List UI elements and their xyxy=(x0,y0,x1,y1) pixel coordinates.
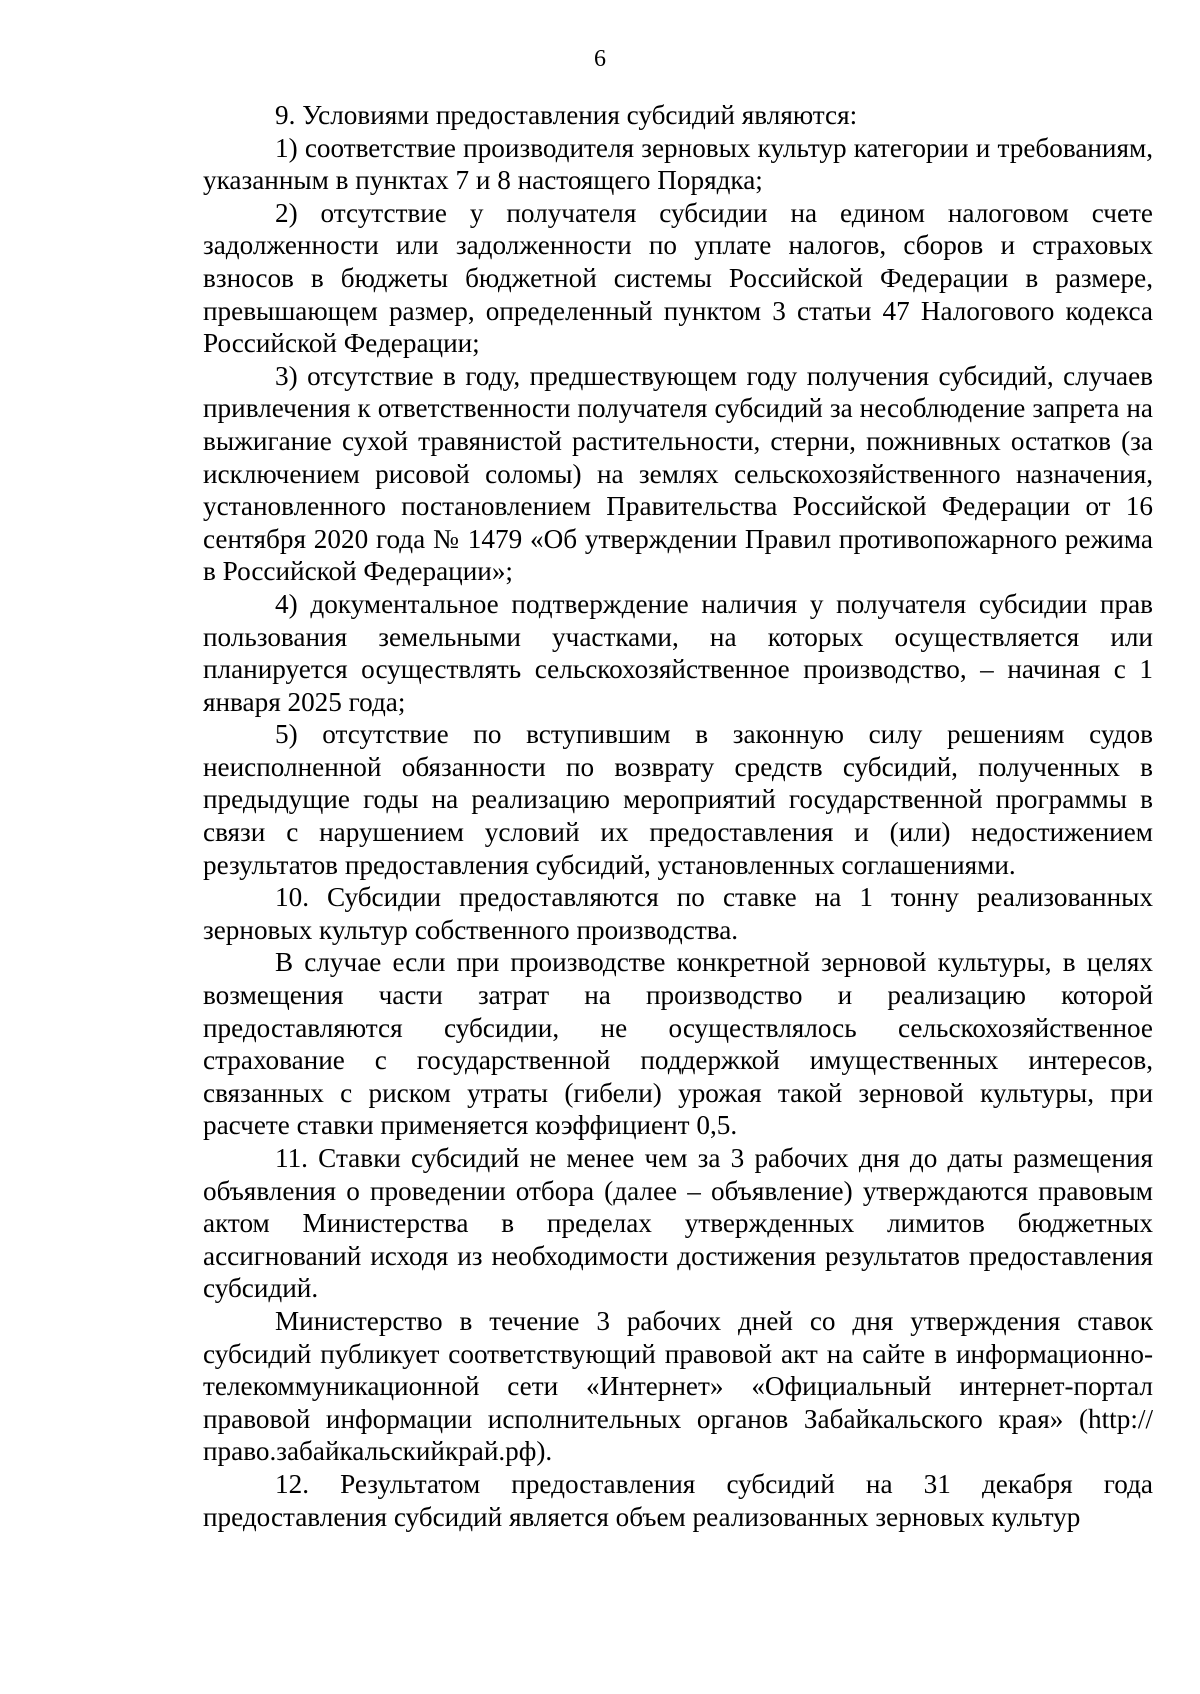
paragraph-9-item-4: 4) документальное подтверждение наличия у получателя субсидии прав пользования земельными участками, на которых осуществляется или планируется осуществлять сельскохозяйственное производство, – начиная с 1 января 2025 года; xyxy=(203,588,1153,717)
paragraph-10-coefficient: В случае если при производстве конкретной зерновой культуры, в целях возмещения части затрат на производство и реализацию которой предоставляются субсидии, не осуществлялось сельскохозяйственное страхование с государственной поддержкой имущественных интересов, связанных с риском утраты (гибели) урожая такой зерновой культуры, при расчете ставки применяется коэффициент 0,5. xyxy=(203,947,1153,1141)
paragraph-11-publication: Министерство в течение 3 рабочих дней со дня утверждения ставок субсидий публикует соответствующий правовой акт на сайте в информационно-телекоммуникационной сети «Интернет» «Официальный интернет-портал правовой информации исполнительных органов Забайкальского края» (http://право.забайкальскийкрай.рф). xyxy=(203,1305,1153,1467)
paragraph-12: 12. Результатом предоставления субсидий на 31 декабря года предоставления субсидий является объем реализованных зерновых культур xyxy=(203,1468,1153,1532)
page-number: 6 xyxy=(594,46,606,72)
paragraph-9-item-1: 1) соответствие производителя зерновых культур категории и требованиям, указанным в пунктах 7 и 8 настоящего Порядка; xyxy=(203,132,1153,196)
paragraph-9-item-2: 2) отсутствие у получателя субсидии на едином налоговом счете задолженности или задолженности по уплате налогов, сборов и страховых взносов в бюджеты бюджетной системы Российской Федерации в размере, превышающем размер, определенный пунктом 3 статьи 47 Налогового кодекса Российской Федерации; xyxy=(203,197,1153,359)
document-body xyxy=(203,99,1153,1533)
paragraph-9-heading: 9. Условиями предоставления субсидий являются: xyxy=(275,100,858,130)
paragraph-9-item-3: 3) отсутствие в году, предшествующем году получения субсидий, случаев привлечения к ответственности получателя субсидий за несоблюдение запрета на выжигание сухой травянистой растительности, стерни, пожнивных остатков (за исключением рисовой соломы) на землях сельскохозяйственного назначения, установленного постановлением Правительства Российской Федерации от 16 сентября 2020 года № 1479 «Об утверждении Правил противопожарного режима в Российской Федерации»; xyxy=(203,360,1153,587)
paragraph-9-item-5: 5) отсутствие по вступившим в законную силу решениям судов неисполненной обязанности по возврату средств субсидий, полученных в предыдущие годы на реализацию мероприятий государственной программы в связи с нарушением условий их предоставления и (или) недостижением результатов предоставления субсидий, установленных соглашениями. xyxy=(203,719,1153,880)
paragraph-11: 11. Ставки субсидий не менее чем за 3 рабочих дня до даты размещения объявления о проведении отбора (далее – объявление) утверждаются правовым актом Министерства в пределах утвержденных лимитов бюджетных ассигнований исходя из необходимости достижения результатов предоставления субсидий. xyxy=(203,1143,1153,1304)
paragraph-10: 10. Субсидии предоставляются по ставке на 1 тонну реализованных зерновых культур собственного производства. xyxy=(203,882,1153,945)
